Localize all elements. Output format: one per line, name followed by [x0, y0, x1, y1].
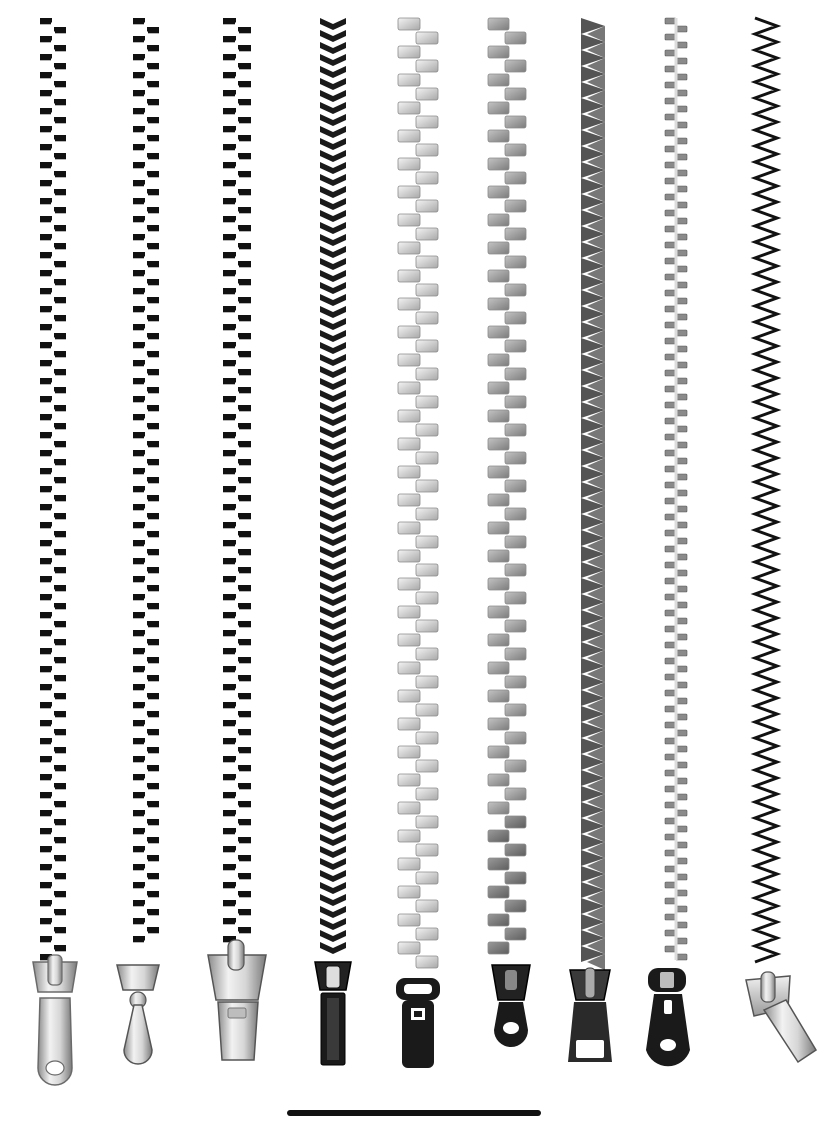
zipper-1-chain — [40, 18, 66, 962]
home-indicator[interactable] — [287, 1110, 541, 1116]
slider-2-silver-teardrop-pull[interactable] — [117, 965, 159, 1064]
zipper-2-chain — [133, 18, 159, 944]
zipper-8-chain — [665, 18, 687, 960]
slider-5-black-rect-pull[interactable] — [396, 978, 440, 1068]
zipper-7-chain — [581, 18, 605, 970]
zipper-3-chain — [223, 18, 251, 944]
zipper-6-chain — [488, 18, 526, 954]
slider-8-black-keyhole-pull[interactable] — [646, 968, 690, 1066]
zipper-4-chain — [320, 18, 346, 954]
slider-7-grey-window-pull[interactable] — [568, 968, 612, 1062]
slider-4-black-bar-pull[interactable] — [315, 962, 351, 1065]
slider-9-silver-angled-pull[interactable] — [746, 972, 816, 1062]
zipper-9-chain — [755, 18, 777, 962]
slider-6-black-ring-pull[interactable] — [492, 965, 530, 1047]
slider-1-silver-ring-pull[interactable] — [33, 955, 77, 1085]
zipper-5-chain — [398, 18, 438, 968]
slider-3-silver-tab-pull[interactable] — [208, 940, 266, 1060]
